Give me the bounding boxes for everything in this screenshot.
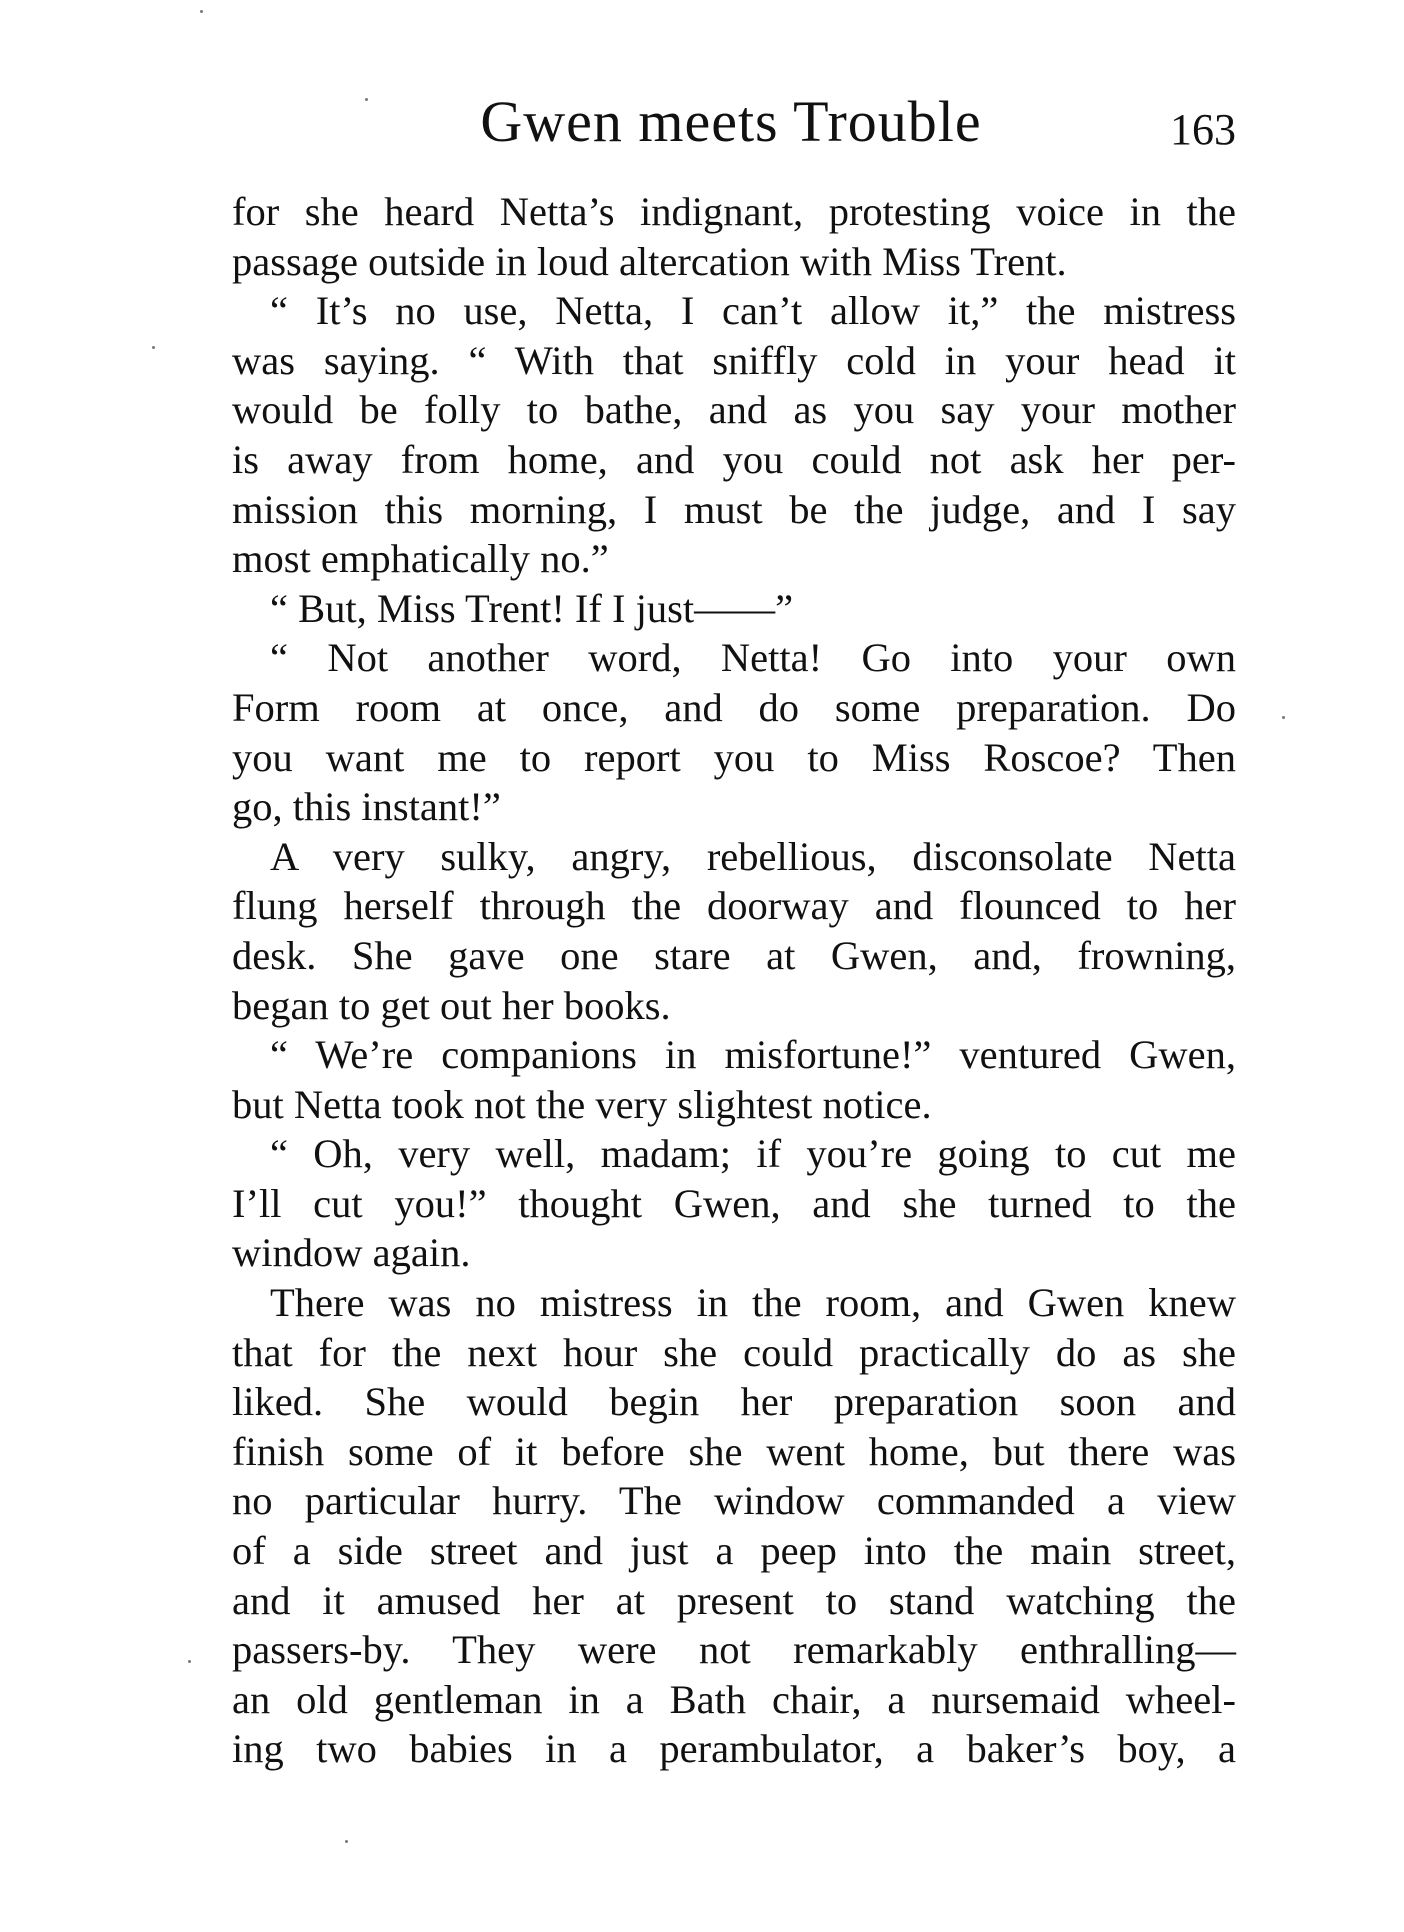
text-line-1: for she heard Netta’s indignant, protesting voice in the: [232, 189, 1236, 234]
text-line-2: passage outside in loud altercation with Miss Trent.: [232, 238, 1067, 284]
scan-speck: [152, 346, 155, 349]
text-line-11: Form room at once, and do some preparation. Do: [232, 684, 1236, 730]
text-line-29: and it amused her at present to stand watching the: [232, 1577, 1236, 1623]
text-line-9: “ But, Miss Trent! If I just——”: [270, 585, 794, 631]
text-line-5: would be folly to bathe, and as you say your mother: [232, 387, 1236, 433]
text-line-6: is away from home, and you could not ask her per-: [232, 436, 1236, 482]
text-line-31: an old gentleman in a Bath chair, a nursemaid wheel-: [232, 1676, 1236, 1722]
text-line-13: go, this instant!”: [232, 784, 501, 830]
text-line-14: A very sulky, angry, rebellious, disconsolate Netta: [270, 833, 1236, 879]
chapter-title: Gwen meets Trouble: [480, 89, 982, 154]
text-line-23: There was no mistress in the room, and Gwen knew: [270, 1280, 1236, 1326]
text-line-28: of a side street and just a peep into the main street,: [232, 1528, 1236, 1574]
text-line-26: finish some of it before she went home, but there was: [232, 1428, 1236, 1474]
text-line-27: no particular hurry. The window commanded a view: [232, 1478, 1236, 1524]
page-number: 163: [1170, 105, 1236, 154]
text-line-18: “ We’re companions in misfortune!” ventured Gwen,: [270, 1032, 1236, 1078]
text-line-21: I’ll cut you!” thought Gwen, and she turned to the: [232, 1180, 1236, 1226]
text-line-8: most emphatically no.”: [232, 536, 609, 582]
text-line-30: passers-by. They were not remarkably enthralling—: [232, 1627, 1236, 1673]
text-line-3: “ It’s no use, Netta, I can’t allow it,” the mistress: [270, 288, 1236, 334]
scan-speck: [345, 1840, 348, 1843]
text-line-7: mission this morning, I must be the judge, and I say: [232, 486, 1236, 532]
text-line-20: “ Oh, very well, madam; if you’re going to cut me: [270, 1131, 1236, 1177]
body-text: [232, 187, 1236, 1774]
text-line-4: was saying. “ With that sniffly cold in your head it: [232, 337, 1236, 383]
text-line-25: liked. She would begin her preparation soon and: [232, 1379, 1236, 1425]
running-head: [232, 82, 1236, 162]
text-line-10: “ Not another word, Netta! Go into your own: [270, 635, 1236, 681]
text-line-12: you want me to report you to Miss Roscoe? Then: [232, 734, 1236, 780]
text-line-15: flung herself through the doorway and flounced to her: [232, 883, 1236, 929]
text-line-32: ing two babies in a perambulator, a baker’s boy, a: [232, 1726, 1236, 1772]
scan-speck: [365, 98, 368, 101]
text-line-16: desk. She gave one stare at Gwen, and, frowning,: [232, 932, 1236, 978]
text-line-22: window again.: [232, 1230, 471, 1276]
scan-speck: [188, 1660, 191, 1663]
scan-speck: [200, 10, 203, 13]
text-line-17: began to get out her books.: [232, 982, 671, 1028]
scan-speck: [1282, 716, 1285, 719]
text-line-19: but Netta took not the very slightest notice.: [232, 1081, 932, 1127]
text-line-24: that for the next hour she could practically do as she: [232, 1329, 1236, 1375]
